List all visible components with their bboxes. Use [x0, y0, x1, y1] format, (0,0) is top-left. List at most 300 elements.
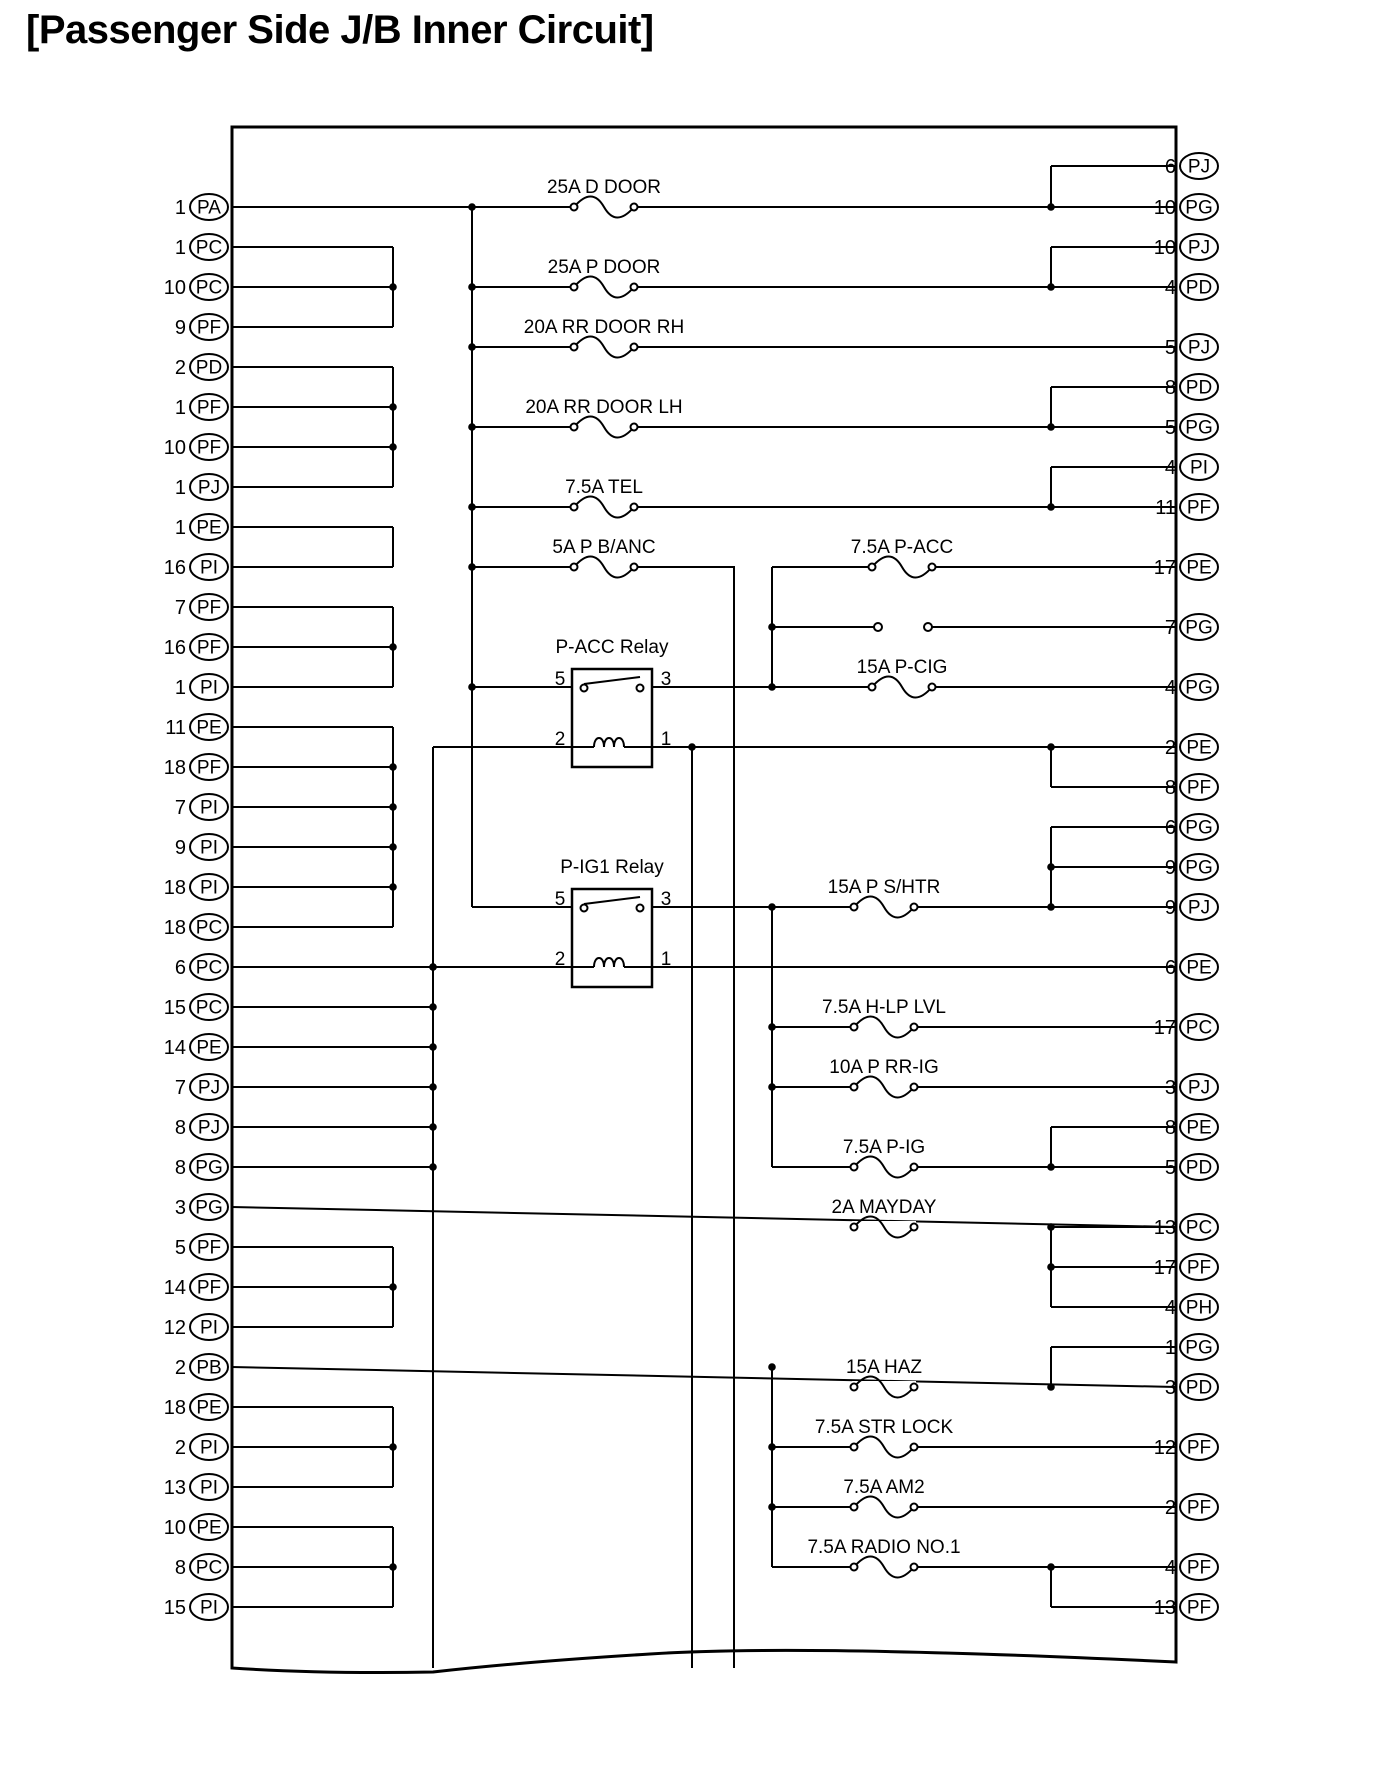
fuse-7-5a-str-lock — [815, 1417, 954, 1458]
connector-code: PF — [1186, 1257, 1212, 1279]
connector-code: PD — [1185, 377, 1213, 399]
fuse-terminal — [851, 1224, 858, 1231]
fuse-label: 25A D DOOR — [546, 177, 662, 198]
fuse-terminal — [911, 1504, 918, 1511]
right-terminal-1-pg — [1165, 1334, 1218, 1360]
junction-dot — [389, 403, 397, 411]
relay-pin-number: 1 — [660, 729, 672, 750]
pin-number: 8 — [1164, 777, 1176, 799]
connector-code: PE — [196, 1037, 222, 1059]
open-contact — [924, 623, 932, 631]
relay-pin-number: 3 — [660, 889, 672, 910]
pin-number: 5 — [1164, 337, 1176, 359]
left-terminal-7-pi — [175, 794, 228, 820]
connector-code: PG — [1185, 677, 1213, 699]
pin-number: 1 — [174, 677, 186, 699]
pin-number: 14 — [163, 1037, 186, 1059]
wiring — [232, 166, 1176, 1668]
fuse-terminal — [869, 564, 876, 571]
pin-number: 7 — [174, 1077, 186, 1099]
fuse-label: 5A P B/ANC — [552, 537, 656, 558]
pin-number: 1 — [174, 237, 186, 259]
pin-number: 10 — [163, 437, 186, 459]
right-terminal-2-pf — [1165, 1494, 1218, 1520]
fuse-terminal — [631, 344, 638, 351]
pin-number: 18 — [163, 917, 186, 939]
fuse-label: 7.5A P-ACC — [850, 537, 954, 558]
junction-dot — [389, 1443, 397, 1451]
fuse-terminal — [911, 1444, 918, 1451]
fuse-terminal — [911, 1384, 918, 1391]
pin-number: 8 — [1164, 377, 1176, 399]
pin-number: 13 — [1153, 1217, 1176, 1239]
fuse-terminal — [929, 564, 936, 571]
pin-number: 8 — [1164, 1117, 1176, 1139]
connector-code: PI — [200, 1597, 218, 1619]
page-title: [Passenger Side J/B Inner Circuit] — [26, 8, 654, 52]
left-terminal-11-pe — [165, 714, 228, 740]
left-terminal-16-pf — [164, 634, 228, 660]
left-terminal-7-pf — [175, 594, 228, 620]
connector-code: PF — [196, 597, 222, 619]
pin-number: 1 — [174, 517, 186, 539]
fuse-terminal — [911, 1084, 918, 1091]
fuse-label: 15A HAZ — [845, 1357, 923, 1378]
left-terminal-14-pe — [164, 1034, 228, 1060]
fuse-terminal — [571, 204, 578, 211]
connector-code: PC — [195, 277, 223, 299]
junction-dot — [429, 1083, 437, 1091]
fuse-5a-p-b-anc — [552, 537, 655, 578]
left-terminal-7-pj — [175, 1074, 228, 1100]
pin-number: 2 — [174, 1437, 186, 1459]
fuse-terminal — [851, 1564, 858, 1571]
left-terminal-10-pe — [164, 1514, 228, 1540]
connector-code: PJ — [1187, 897, 1211, 919]
pin-number: 11 — [1155, 497, 1176, 519]
fuse-terminal — [631, 284, 638, 291]
connector-code: PI — [200, 557, 218, 579]
fuse-terminal — [571, 424, 578, 431]
junction-dot — [429, 1043, 437, 1051]
pin-number: 5 — [1164, 417, 1176, 439]
relay-pin-number: 1 — [660, 949, 672, 970]
pin-number: 9 — [174, 837, 186, 859]
connector-code: PG — [195, 1157, 223, 1179]
connector-code: PG — [1185, 817, 1213, 839]
pin-number: 9 — [174, 317, 186, 339]
pin-number: 7 — [174, 597, 186, 619]
right-terminal-9-pj — [1165, 894, 1218, 920]
relay-pin-number: 2 — [554, 729, 566, 750]
jb-housing-outline — [232, 127, 1176, 1673]
junction-dot — [768, 903, 776, 911]
fuse-label: 20A RR DOOR LH — [525, 397, 683, 418]
junction-dot — [389, 643, 397, 651]
connector-code: PF — [196, 637, 222, 659]
connector-code: PE — [196, 517, 222, 539]
pin-number: 16 — [163, 557, 186, 579]
fuse-circuit-wire — [232, 1207, 1176, 1227]
relay-pin-number: 5 — [554, 669, 566, 690]
relay-pin-number: 5 — [554, 889, 566, 910]
pin-number: 10 — [1153, 197, 1176, 219]
connector-code: PG — [1185, 1337, 1213, 1359]
pin-number: 9 — [1164, 897, 1176, 919]
connector-code: PG — [195, 1197, 223, 1219]
right-terminal-11-pf — [1155, 494, 1218, 520]
right-terminal-4-pd — [1165, 274, 1218, 300]
left-terminal-14-pf — [164, 1274, 228, 1300]
pin-number: 8 — [174, 1117, 186, 1139]
pin-number: 8 — [174, 1557, 186, 1579]
connector-code: PD — [1185, 1377, 1213, 1399]
pin-number: 13 — [163, 1477, 186, 1499]
junction-dot — [768, 1023, 776, 1031]
connector-code: PD — [1185, 277, 1213, 299]
pin-number: 4 — [1164, 1557, 1176, 1579]
pin-number: 18 — [163, 877, 186, 899]
relay-name: P-IG1 Relay — [560, 857, 664, 878]
left-terminal-16-pi — [164, 554, 228, 580]
right-terminal-3-pj — [1165, 1074, 1218, 1100]
connector-code: PC — [1185, 1017, 1213, 1039]
fuse-terminal — [851, 1504, 858, 1511]
fuse-terminal — [911, 1564, 918, 1571]
connector-code: PI — [200, 1437, 218, 1459]
pin-number: 6 — [1164, 156, 1176, 178]
left-terminal-15-pc — [164, 994, 228, 1020]
right-terminal-10-pg — [1154, 194, 1218, 220]
fuse-label: 15A P-CIG — [856, 657, 948, 678]
fuse-terminal — [851, 904, 858, 911]
pin-number: 14 — [163, 1277, 186, 1299]
pin-number: 2 — [174, 357, 186, 379]
right-terminal-4-pg — [1165, 674, 1218, 700]
fuse-label: 15A P S/HTR — [827, 877, 941, 898]
left-terminal-5-pf — [175, 1234, 228, 1260]
fuse-7-5a-p-acc — [851, 537, 953, 578]
pin-number: 1 — [174, 197, 186, 219]
connector-code: PC — [195, 237, 223, 259]
connector-code: PI — [200, 677, 218, 699]
fuse-label: 7.5A H-LP LVL — [822, 997, 946, 1018]
connector-code: PF — [196, 317, 222, 339]
right-terminal-17-pf — [1154, 1254, 1218, 1280]
fuse-terminal — [631, 564, 638, 571]
pin-number: 5 — [1164, 1157, 1176, 1179]
connector-code: PF — [1186, 1557, 1212, 1579]
connector-code: PJ — [1187, 156, 1211, 178]
pin-number: 2 — [1164, 737, 1176, 759]
connector-code: PI — [200, 877, 218, 899]
fuse-terminal — [869, 684, 876, 691]
pin-number: 12 — [163, 1317, 186, 1339]
left-terminal-18-pc — [164, 914, 228, 940]
pin-number: 10 — [163, 1517, 186, 1539]
connector-code: PC — [195, 957, 223, 979]
relay-contact — [637, 685, 644, 692]
fuse-terminal — [911, 1164, 918, 1171]
junction-dot — [389, 803, 397, 811]
fuse-terminal — [851, 1084, 858, 1091]
fuse-terminal — [571, 284, 578, 291]
fuse-terminal — [851, 1164, 858, 1171]
right-terminal-12-pf — [1154, 1434, 1218, 1460]
relay-contact — [637, 905, 644, 912]
pin-number: 3 — [174, 1197, 186, 1219]
pin-number: 2 — [1164, 1497, 1176, 1519]
connector-code: PD — [1185, 1157, 1213, 1179]
relay-contact — [581, 685, 588, 692]
connector-code: PI — [200, 837, 218, 859]
fuse-label: 7.5A AM2 — [843, 1477, 925, 1498]
connector-code: PE — [196, 717, 222, 739]
pin-number: 4 — [1164, 457, 1176, 479]
left-terminal-8-pc — [175, 1554, 228, 1580]
right-terminal-5-pj — [1165, 334, 1218, 360]
pin-number: 9 — [1164, 857, 1176, 879]
pin-number: 17 — [1153, 557, 1176, 579]
pin-number: 5 — [174, 1237, 186, 1259]
connector-code: PF — [196, 397, 222, 419]
junction-dot — [768, 1083, 776, 1091]
pin-number: 1 — [1164, 1337, 1176, 1359]
pin-number: 15 — [163, 997, 186, 1019]
junction-dot — [389, 763, 397, 771]
connector-code: PE — [1186, 957, 1212, 979]
left-terminal-13-pi — [164, 1474, 228, 1500]
left-terminal-18-pe — [164, 1394, 228, 1420]
fuse-10a-p-rr-ig — [829, 1057, 938, 1098]
pin-number: 1 — [174, 397, 186, 419]
connector-code: PF — [196, 757, 222, 779]
fuse-7-5a-h-lp-lvl — [822, 997, 946, 1038]
connector-code: PG — [1185, 417, 1213, 439]
connector-code: PF — [196, 1237, 222, 1259]
left-terminal-1-pi — [175, 674, 228, 700]
fuse-terminal — [911, 904, 918, 911]
fuse-7-5a-tel — [565, 477, 643, 518]
connector-code: PF — [1186, 497, 1212, 519]
left-terminal-2-pb — [175, 1354, 228, 1380]
right-terminal-17-pc — [1154, 1014, 1218, 1040]
left-terminal-18-pf — [164, 754, 228, 780]
fuse-terminal — [631, 424, 638, 431]
connector-code: PJ — [197, 1117, 221, 1139]
connector-code: PJ — [1187, 237, 1211, 259]
pin-number: 8 — [174, 1157, 186, 1179]
junction-dot — [429, 1003, 437, 1011]
pin-number: 6 — [174, 957, 186, 979]
connector-code: PI — [1190, 457, 1208, 479]
pin-number: 3 — [1164, 1377, 1176, 1399]
junction-dot — [768, 623, 776, 631]
connector-code: PG — [1185, 617, 1213, 639]
connector-code: PC — [195, 997, 223, 1019]
left-terminal-9-pi — [175, 834, 228, 860]
pin-number: 10 — [1153, 237, 1176, 259]
connector-code: PJ — [197, 477, 221, 499]
left-terminal-2-pi — [175, 1434, 228, 1460]
left-terminal-9-pf — [175, 314, 228, 340]
junction-dot — [429, 963, 437, 971]
pin-number: 16 — [163, 637, 186, 659]
junction-dot — [389, 883, 397, 891]
connector-code: PJ — [1187, 337, 1211, 359]
junction-dot — [688, 743, 696, 751]
connector-code: PF — [1186, 1497, 1212, 1519]
pin-number: 13 — [1153, 1597, 1176, 1619]
right-terminal-8-pf — [1165, 774, 1218, 800]
open-contact — [874, 623, 882, 631]
fuse-7-5a-p-ig — [843, 1137, 925, 1178]
connector-code: PF — [196, 1277, 222, 1299]
right-terminal-4-pi — [1165, 454, 1218, 480]
relay-pin-number: 3 — [660, 669, 672, 690]
right-terminal-5-pd — [1165, 1154, 1218, 1180]
fuse-terminal — [929, 684, 936, 691]
relay-contact — [581, 905, 588, 912]
right-terminal-4-ph — [1165, 1294, 1218, 1320]
junction-dot — [389, 1563, 397, 1571]
junction-dot — [429, 1123, 437, 1131]
fuse-20a-rr-door-rh — [524, 317, 684, 358]
fuse-7-5a-am2 — [843, 1477, 924, 1518]
fuse-15a-haz — [846, 1357, 922, 1398]
left-terminal-3-pg — [175, 1194, 228, 1220]
right-terminal-4-pf — [1165, 1554, 1218, 1580]
right-terminal-13-pf — [1154, 1594, 1218, 1620]
left-terminal-1-pj — [175, 474, 228, 500]
right-terminal-17-pe — [1154, 554, 1218, 580]
pin-number: 7 — [174, 797, 186, 819]
fuse-terminal — [851, 1024, 858, 1031]
fuse-label: 10A P RR-IG — [829, 1057, 939, 1078]
connector-code: PF — [1186, 777, 1212, 799]
left-terminal-10-pf — [164, 434, 228, 460]
junction-dot — [768, 683, 776, 691]
left-terminal-1-pc — [175, 234, 228, 260]
relays — [555, 637, 672, 987]
fuse-label: 20A RR DOOR RH — [523, 317, 685, 338]
pin-number: 17 — [1153, 1017, 1176, 1039]
fuse-label: 25A P DOOR — [547, 257, 661, 278]
connector-code: PE — [196, 1397, 222, 1419]
connector-code: PD — [195, 357, 223, 379]
junction-dot — [389, 443, 397, 451]
fuse-terminal — [851, 1444, 858, 1451]
connector-code: PI — [200, 1317, 218, 1339]
pin-number: 12 — [1153, 1437, 1176, 1459]
fuse-circuit-wire — [232, 1367, 1176, 1387]
connector-code: PC — [195, 1557, 223, 1579]
fuse-terminal — [631, 204, 638, 211]
right-terminal-8-pe — [1165, 1114, 1218, 1140]
pin-number: 17 — [1153, 1257, 1176, 1279]
connector-code: PI — [200, 1477, 218, 1499]
fuse-25a-p-door — [548, 257, 661, 298]
relay-name: P-ACC Relay — [555, 637, 669, 658]
junction-dot — [389, 843, 397, 851]
junction-dot — [389, 283, 397, 291]
fuse-label: 2A MAYDAY — [831, 1197, 937, 1218]
fuse-label: 7.5A TEL — [565, 477, 643, 498]
fuse-terminal — [571, 344, 578, 351]
connector-code: PF — [196, 437, 222, 459]
pin-number: 7 — [1164, 617, 1176, 639]
connector-code: PE — [196, 1517, 222, 1539]
connector-code: PI — [200, 797, 218, 819]
pin-number: 4 — [1164, 1297, 1176, 1319]
left-terminal-1-pe — [175, 514, 228, 540]
left-terminal-10-pc — [164, 274, 228, 300]
fuse-7-5a-radio-no-1 — [807, 1537, 960, 1578]
connector-code: PJ — [197, 1077, 221, 1099]
left-terminal-2-pd — [175, 354, 228, 380]
pin-number: 18 — [163, 757, 186, 779]
connector-code: PJ — [1187, 1077, 1211, 1099]
pin-number: 4 — [1164, 677, 1176, 699]
fuse-15a-p-s-htr — [828, 877, 941, 918]
pin-number: 11 — [165, 717, 186, 739]
left-terminal-1-pa — [175, 194, 228, 220]
right-terminal-6-pg — [1165, 814, 1218, 840]
fuse-terminal — [571, 564, 578, 571]
pin-number: 6 — [1164, 957, 1176, 979]
left-terminal-18-pi — [164, 874, 228, 900]
pin-number: 3 — [1164, 1077, 1176, 1099]
connector-code: PC — [1185, 1217, 1213, 1239]
fuse-label: 7.5A P-IG — [842, 1137, 926, 1158]
connector-code: PB — [196, 1357, 222, 1379]
left-terminal-8-pg — [175, 1154, 228, 1180]
left-terminal-15-pi — [164, 1594, 228, 1620]
junction-dot — [429, 1163, 437, 1171]
pin-number: 10 — [163, 277, 186, 299]
connector-code: PF — [1186, 1597, 1212, 1619]
right-terminal-6-pe — [1165, 954, 1218, 980]
connector-code: PA — [197, 197, 221, 219]
junction-dot — [1047, 203, 1055, 211]
right-terminal-5-pg — [1165, 414, 1218, 440]
junction-dot — [389, 1283, 397, 1291]
pin-number: 4 — [1164, 277, 1176, 299]
connector-code: PC — [195, 917, 223, 939]
relay-pin-number: 2 — [554, 949, 566, 970]
left-terminal-8-pj — [175, 1114, 228, 1140]
connector-code: PE — [1186, 1117, 1212, 1139]
right-terminal-10-pj — [1154, 234, 1218, 260]
connector-code: PG — [1185, 857, 1213, 879]
left-terminal-6-pc — [175, 954, 228, 980]
fuse-label: 7.5A RADIO NO.1 — [807, 1537, 961, 1558]
pin-number: 6 — [1164, 817, 1176, 839]
fuse-15a-p-cig — [857, 657, 948, 698]
right-terminal-7-pg — [1165, 614, 1218, 640]
fuse-2a-mayday — [832, 1197, 937, 1238]
connector-code: PG — [1185, 197, 1213, 219]
right-terminal-13-pc — [1154, 1214, 1218, 1240]
right-terminal-9-pg — [1165, 854, 1218, 880]
right-terminal-3-pd — [1165, 1374, 1218, 1400]
fuse-terminal — [571, 504, 578, 511]
fuse-terminal — [911, 1224, 918, 1231]
pin-number: 1 — [174, 477, 186, 499]
pin-number: 15 — [163, 1597, 186, 1619]
pin-number: 18 — [163, 1397, 186, 1419]
fuse-25a-d-door — [547, 177, 661, 218]
